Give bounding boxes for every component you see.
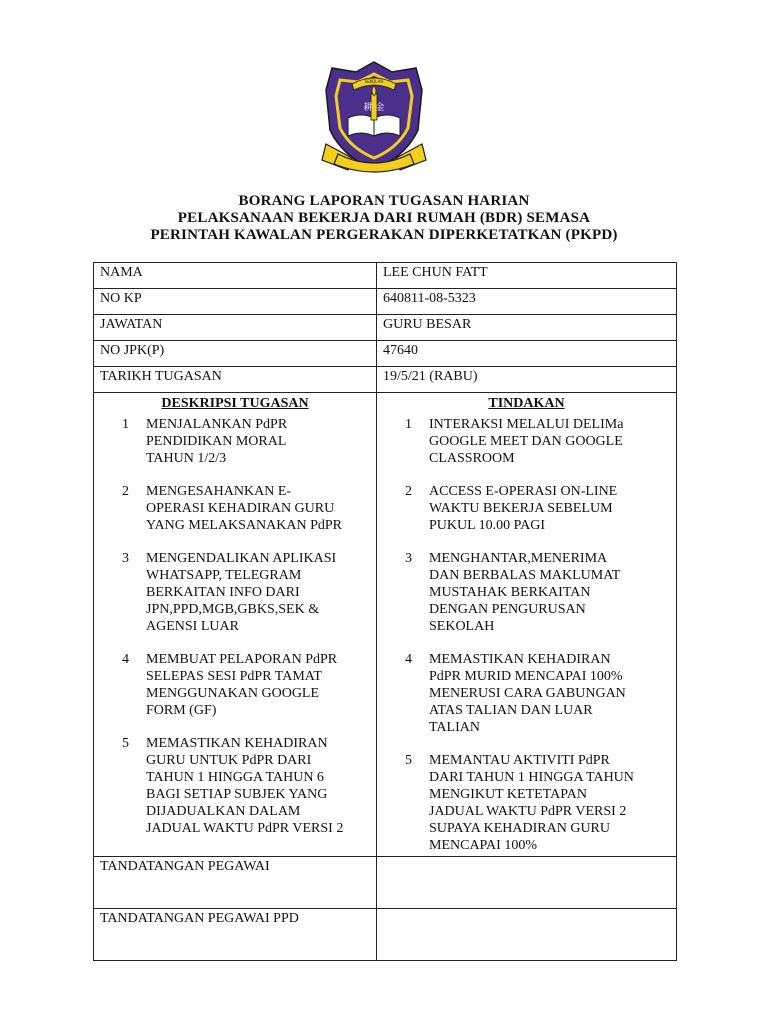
title-line-1: BORANG LAPORAN TUGASAN HARIAN: [238, 193, 530, 209]
list-item: [383, 483, 670, 534]
report-form-table: [93, 262, 677, 961]
item-number: 4: [122, 652, 129, 667]
info-value: 19/5/21 (RABU): [377, 367, 677, 393]
item-text: INTERAKSI MELALUI DELIMa GOOGLE MEET DAN GOOGLE CLASSROOM: [429, 417, 624, 466]
item-number: 1: [405, 417, 412, 432]
title-line-3: PERINTAH KAWALAN PERGERAKAN DIPERKETATKAN (PKPD): [150, 227, 618, 243]
list-item: [100, 550, 370, 635]
signature-row-pegawai-ppd: [94, 909, 677, 961]
info-row-tarikh: [94, 367, 677, 393]
school-crest-logo: [318, 60, 430, 178]
column-heading-deskripsi: DESKRIPSI TUGASAN: [161, 396, 309, 411]
list-item: [100, 483, 370, 534]
item-text: MENGHANTAR,MENERIMA DAN BERBALAS MAKLUMAT MUSTAHAK BERKAITAN DENGAN PENGURUSAN SEKOLAH: [429, 551, 621, 634]
info-row-nama: [94, 263, 677, 289]
item-text: MEMBUAT PELAPORAN PdPR SELEPAS SESI PdPR TAMAT MENGGUNAKAN GOOGLE FORM (GF): [146, 652, 338, 718]
crest-ribbon-text: SEKOLAH: [364, 79, 384, 84]
signature-label: TANDATANGAN PEGAWAI PPD: [94, 909, 377, 961]
task-details-row: [94, 393, 677, 857]
info-value: GURU BESAR: [377, 315, 677, 341]
list-item: [383, 752, 670, 854]
list-item: [383, 550, 670, 635]
item-number: 5: [405, 753, 412, 768]
info-label: NO KP: [94, 289, 377, 315]
item-number: 2: [122, 484, 129, 499]
signature-label: TANDATANGAN PEGAWAI: [94, 857, 377, 909]
crest-badge-text: 耕 金: [363, 103, 385, 113]
info-label: NO JPK(P): [94, 341, 377, 367]
info-row-no-jpk: [94, 341, 677, 367]
info-label: NAMA: [94, 263, 377, 289]
item-number: 3: [122, 551, 129, 566]
task-description-cell: [94, 393, 377, 857]
document-title: [0, 193, 768, 244]
list-item: [383, 651, 670, 736]
list-item: [100, 651, 370, 719]
signature-field[interactable]: [377, 909, 677, 961]
task-list: [100, 416, 370, 837]
item-text: ACCESS E-OPERASI ON-LINE WAKTU BEKERJA SEBELUM PUKUL 10.00 PAGI: [429, 484, 618, 533]
info-row-jawatan: [94, 315, 677, 341]
item-number: 5: [122, 736, 129, 751]
item-text: MEMASTIKAN KEHADIRAN PdPR MURID MENCAPAI 100% MENERUSI CARA GABUNGAN ATAS TALIAN DAN LUAR TALIAN: [429, 652, 626, 735]
item-number: 4: [405, 652, 412, 667]
column-heading-tindakan: TINDAKAN: [488, 396, 565, 411]
list-item: [100, 735, 370, 837]
item-text: MEMANTAU AKTIVITI PdPR DARI TAHUN 1 HINGGA TAHUN MENGIKUT KETETAPAN JADUAL WAKTU PdPR VERSI 2 SUPAYA KEHADIRAN GURU MENCAPAI 100%: [429, 753, 634, 853]
list-item: [383, 416, 670, 467]
info-value: 640811-08-5323: [377, 289, 677, 315]
action-cell: [377, 393, 677, 857]
signature-row-pegawai: [94, 857, 677, 909]
info-label: TARIKH TUGASAN: [94, 367, 377, 393]
item-number: 2: [405, 484, 412, 499]
item-text: MENJALANKAN PdPR PENDIDIKAN MORAL TAHUN 1/2/3: [146, 417, 288, 466]
item-number: 3: [405, 551, 412, 566]
item-text: MENGENDALIKAN APLIKASI WHATSAPP, TELEGRAM BERKAITAN INFO DARI JPN,PPD,MGB,GBKS,SEK & AGENSI LUAR: [146, 551, 337, 634]
info-label: JAWATAN: [94, 315, 377, 341]
signature-field[interactable]: [377, 857, 677, 909]
title-line-2: PELAKSANAAN BEKERJA DARI RUMAH (BDR) SEMASA: [177, 210, 591, 226]
list-item: [100, 416, 370, 467]
info-value: LEE CHUN FATT: [377, 263, 677, 289]
info-row-no-kp: [94, 289, 677, 315]
item-text: MEMASTIKAN KEHADIRAN GURU UNTUK PdPR DARI TAHUN 1 HINGGA TAHUN 6 BAGI SETIAP SUBJEK YANG DIJADUALKAN DALAM JADUAL WAKTU PdPR VERSI 2: [146, 736, 344, 836]
item-number: 1: [122, 417, 129, 432]
action-list: [383, 416, 670, 854]
info-value: 47640: [377, 341, 677, 367]
item-text: MENGESAHANKAN E- OPERASI KEHADIRAN GURU YANG MELAKSANAKAN PdPR: [146, 484, 343, 533]
